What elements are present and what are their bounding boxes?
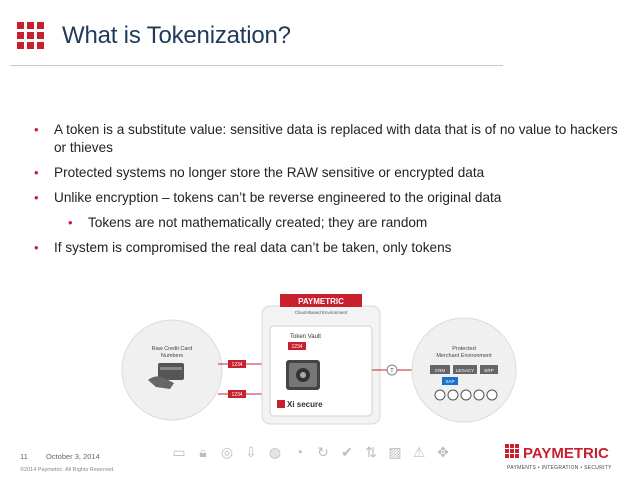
sub-bullet-item: [34, 214, 619, 232]
check-icon: ✔: [341, 443, 353, 460]
bullet-text: If system is compromised the real data can’t be taken, only tokens: [54, 240, 452, 255]
tag-legacy: LEGACY: [455, 368, 475, 373]
brand-badge-text: PAYMETRIC: [298, 297, 344, 306]
sort-icon: ⇅: [365, 443, 377, 460]
tag-erp: ERP: [484, 368, 494, 373]
bullet-text: Unlike encryption – tokens can’t be reverse engineered to the original data: [54, 190, 502, 205]
vault-label: Token Vault: [290, 334, 321, 340]
bullet-dot-icon: •: [34, 122, 39, 137]
bullet-item: [34, 164, 619, 182]
page-number: 11: [20, 452, 28, 461]
safe-icon: [286, 360, 320, 390]
left-label-2: Numbers: [160, 353, 184, 359]
footer-date: October 3, 2014: [46, 452, 100, 461]
xi-label: Xi secure: [287, 400, 323, 409]
title-divider: [10, 65, 503, 66]
page-title: What is Tokenization?: [62, 22, 291, 49]
bullet-item: [34, 121, 619, 157]
menu-grid-icon: [17, 22, 45, 50]
footer-icon-row: [170, 443, 452, 467]
download-icon: ⇩: [245, 443, 257, 460]
swirl-icon: ◔: [294, 444, 304, 460]
warning-icon: ⚠: [412, 443, 426, 460]
vault-token: 1234: [291, 344, 303, 350]
copyright: ©2014 Paymetric. All Rights Reserved.: [20, 467, 115, 473]
logo-text: PAYMETRIC: [523, 445, 609, 462]
bullet-text: Tokens are not mathematically created; they are random: [88, 215, 428, 230]
bullet-text: Protected systems no longer store the RAW sensitive or encrypted data: [54, 165, 485, 180]
bullet-item: [34, 189, 619, 207]
bullet-item: [34, 239, 619, 257]
xi-badge: [277, 400, 285, 408]
target-icon: ◎: [220, 443, 234, 460]
globe-icon: ◍: [268, 443, 282, 460]
tag-crm: CRM: [434, 368, 446, 373]
bullet-dot-icon: •: [68, 215, 73, 230]
arrow-token-top: 1234: [231, 362, 243, 368]
bullet-dot-icon: •: [34, 165, 39, 180]
tag-sap: SAP: [445, 379, 455, 384]
bullet-text: A token is a substitute value: sensitive data is replaced with data that is of no value to hackers or thieves: [54, 122, 618, 155]
lock-icon: 🔒︎: [199, 443, 207, 460]
bullet-list: [34, 121, 619, 264]
bullet-dot-icon: •: [34, 240, 39, 255]
bullet-dot-icon: •: [34, 190, 39, 205]
chart-icon: ▨: [388, 443, 402, 460]
cloud-label: Cloud-Based Environment: [294, 310, 348, 315]
logo-tagline: PAYMENTS • INTEGRATION • SECURITY: [507, 465, 612, 471]
right-label-1: Protected: [452, 346, 476, 352]
token-circle-glyph: T: [390, 368, 394, 375]
card-icon: ▭: [172, 443, 186, 460]
tokenization-diagram: [120, 288, 520, 426]
left-label-1: Raw Credit Card: [151, 346, 193, 352]
arrow-token-bottom: 1234: [231, 392, 243, 398]
refresh-icon: ↻: [317, 443, 329, 460]
right-label-2: Merchant Environment: [436, 353, 492, 359]
handshake-icon: ✥: [437, 443, 449, 460]
